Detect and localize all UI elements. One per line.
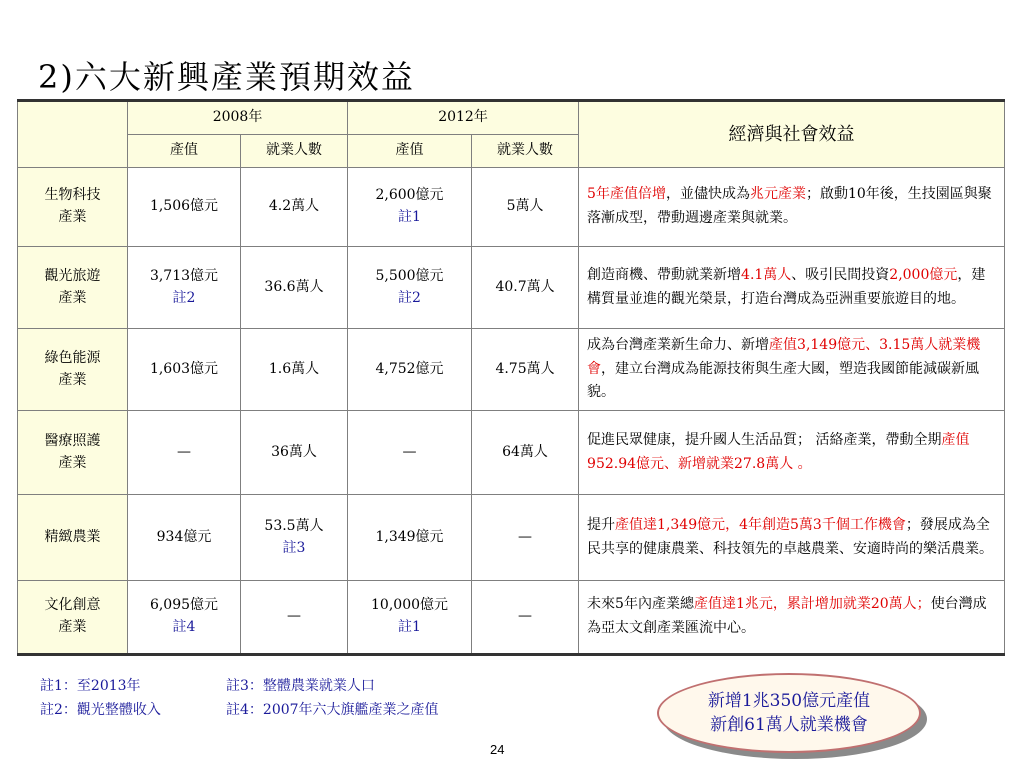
summary-callout: [657, 673, 929, 759]
employment-2012-cell-value: 40.7萬人: [495, 278, 555, 295]
employment-2008-cell: [241, 168, 348, 247]
page-title: 2)六大新興產業預期效益: [38, 58, 415, 96]
value-2012-cell: [348, 329, 472, 411]
value-2008-cell: [128, 329, 241, 411]
employment-2012-cell-value: 5萬人: [506, 198, 544, 215]
footnote-3: 註3：整體農業就業人口: [226, 678, 375, 694]
benefit-cell: [579, 581, 1005, 655]
benefit-text: 成為台灣產業新生命力、新增: [587, 336, 770, 353]
category-line: 產業: [58, 209, 87, 225]
footnote-4: 註4：2007年六大旗艦產業之產值: [226, 702, 439, 718]
employment-2008-cell: [241, 495, 348, 581]
benefit-text: ；啟動10年後，生技園區與聚落漸成型，帶動週邊產業與就業。: [587, 186, 992, 226]
benefit-text: ，並儘快成為: [665, 186, 750, 203]
employment-2012-cell: [472, 168, 579, 247]
benefit-text: ，建立台灣成為能源技術與生產大國，塑造我國節能減碳新風貌。: [587, 360, 980, 401]
employment-2012-cell: [472, 581, 579, 655]
category-line: 文化創意: [44, 597, 101, 614]
employment-2012-cell: [472, 329, 579, 411]
employment-2012-cell-value: —: [518, 528, 533, 545]
benefits-table: [17, 99, 1005, 656]
footnote-ref: 註2: [172, 289, 196, 306]
benefit-highlight: 4.1萬人: [741, 266, 792, 283]
value-2008-cell-value: 6,095億元: [149, 597, 219, 614]
header-year-2008: 2008年: [128, 101, 348, 135]
value-2008-cell: [128, 495, 241, 581]
category-cell: [18, 329, 128, 411]
employment-2012-cell-value: 64萬人: [502, 443, 548, 460]
value-2012-cell-value: 10,000億元: [371, 597, 449, 614]
category-line: 產業: [58, 619, 87, 635]
category-cell: [18, 168, 128, 247]
category-line: 觀光旅遊: [44, 267, 101, 284]
value-2008-cell-value: 934億元: [156, 528, 212, 545]
benefit-cell: [579, 329, 1005, 411]
employment-2012-cell: [472, 495, 579, 581]
footnotes: [40, 674, 439, 722]
benefit-text: 使台灣成為亞太文創產業匯流中心。: [587, 596, 987, 636]
callout-line-2: 新創61萬人就業機會: [710, 715, 868, 735]
category-line: 精緻農業: [44, 528, 101, 545]
value-2008-cell-value: 1,506億元: [149, 198, 219, 215]
value-2008-cell: [128, 411, 241, 495]
benefit-highlight: 產值達1兆元，累計增加就業20萬人；: [693, 596, 931, 613]
value-2012-cell-value: 5,500億元: [375, 267, 444, 284]
footnote-ref: 註2: [398, 289, 421, 306]
employment-2008-cell-value: 4.2萬人: [268, 198, 320, 215]
value-2012-cell-value: —: [402, 443, 417, 460]
category-cell: [18, 247, 128, 329]
category-line: 產業: [58, 371, 87, 388]
employment-2008-cell: [241, 411, 348, 495]
benefit-text: ；發展成為全民共享的健康農業、科技領先的卓越農業、安適時尚的樂活農業。: [587, 516, 994, 557]
benefit-text: ，建構質量並進的觀光榮景，打造台灣成為亞洲重要旅遊目的地。: [587, 266, 986, 307]
value-2012-cell-value: 2,600億元: [375, 187, 444, 204]
employment-2008-cell: [241, 329, 348, 411]
employment-2012-cell: [472, 247, 579, 329]
employment-2012-cell-value: 4.75萬人: [495, 360, 555, 377]
benefit-text: 促進民眾健康，提升國人生活品質； 活絡產業，帶動全期: [587, 431, 942, 448]
header-employment-2012: 就業人數: [472, 135, 579, 168]
employment-2008-cell: [241, 247, 348, 329]
benefit-text: 創造商機、帶動就業新增: [587, 266, 742, 283]
employment-2008-cell-value: 36.6萬人: [264, 278, 324, 295]
value-2012-cell: [348, 168, 472, 247]
header-value-2012: 產值: [348, 135, 472, 168]
header-employment-2008: 就業人數: [241, 135, 348, 168]
category-line: 綠色能源: [44, 349, 101, 366]
employment-2008-cell: [241, 581, 348, 655]
table-row: [18, 411, 1005, 495]
table-row: [18, 168, 1005, 247]
category-line: 產業: [58, 289, 87, 306]
value-2008-cell: [128, 247, 241, 329]
category-line: 生物科技: [44, 187, 101, 204]
benefit-text: 、吸引民間投資: [791, 266, 890, 283]
value-2012-cell: [348, 495, 472, 581]
benefit-cell: [579, 495, 1005, 581]
footnote-ref: 註1: [398, 209, 421, 225]
benefit-text: 未來5年內產業總: [587, 596, 694, 613]
benefit-cell: [579, 411, 1005, 495]
category-line: 醫療照護: [44, 432, 101, 449]
benefit-highlight: 產值達1,349億元，4年創造5萬3千個工作機會: [615, 516, 906, 533]
footnote-1: 註1：至2013年: [40, 678, 141, 694]
footnote-ref: 註4: [172, 619, 196, 635]
footnote-2: 註2：觀光整體收入: [40, 702, 161, 718]
footnote-ref: 註1: [398, 619, 421, 635]
header-corner: [18, 101, 128, 168]
value-2012-cell-value: 4,752億元: [375, 360, 444, 377]
benefit-cell: [579, 247, 1005, 329]
value-2008-cell-value: 1,603億元: [149, 360, 219, 377]
employment-2008-cell-value: 1.6萬人: [268, 360, 320, 377]
header-benefit: 經濟與社會效益: [579, 101, 1005, 168]
callout-oval: [657, 673, 921, 753]
category-cell: [18, 411, 128, 495]
benefit-text: 提升: [587, 516, 616, 533]
page-number: 24: [490, 742, 505, 757]
category-line: 產業: [58, 454, 87, 471]
benefit-highlight: 5年產值倍增: [587, 186, 666, 203]
value-2008-cell-value: —: [177, 443, 191, 460]
employment-2012-cell: [472, 411, 579, 495]
benefit-highlight: 兆元產業: [749, 186, 806, 203]
benefit-cell: [579, 168, 1005, 247]
benefit-highlight: 產值3,149億元、3.15萬人就業機會: [587, 336, 981, 377]
value-2008-cell: [128, 581, 241, 655]
employment-2008-cell-value: 53.5萬人: [264, 517, 324, 534]
category-cell: [18, 495, 128, 581]
value-2012-cell: [348, 247, 472, 329]
table-row: [18, 495, 1005, 581]
table-row: [18, 247, 1005, 329]
employment-2008-cell-value: 36萬人: [271, 443, 317, 460]
value-2012-cell: [348, 581, 472, 655]
value-2008-cell-value: 3,713億元: [149, 267, 219, 284]
benefit-highlight: 2,000億元: [889, 266, 958, 283]
value-2012-cell: [348, 411, 472, 495]
footnote-ref: 註3: [282, 539, 306, 556]
value-2012-cell-value: 1,349億元: [375, 528, 444, 545]
employment-2008-cell-value: —: [287, 608, 301, 625]
callout-line-1: 新增1兆350億元產值: [707, 691, 871, 711]
category-cell: [18, 581, 128, 655]
table-row: [18, 329, 1005, 411]
table-row: [18, 581, 1005, 655]
employment-2012-cell-value: —: [518, 608, 533, 625]
value-2008-cell: [128, 168, 241, 247]
benefit-highlight: 產值952.94億元、新增就業27.8萬人 。: [587, 431, 970, 472]
header-value-2008: 產值: [128, 135, 241, 168]
header-year-2012: 2012年: [348, 101, 579, 135]
